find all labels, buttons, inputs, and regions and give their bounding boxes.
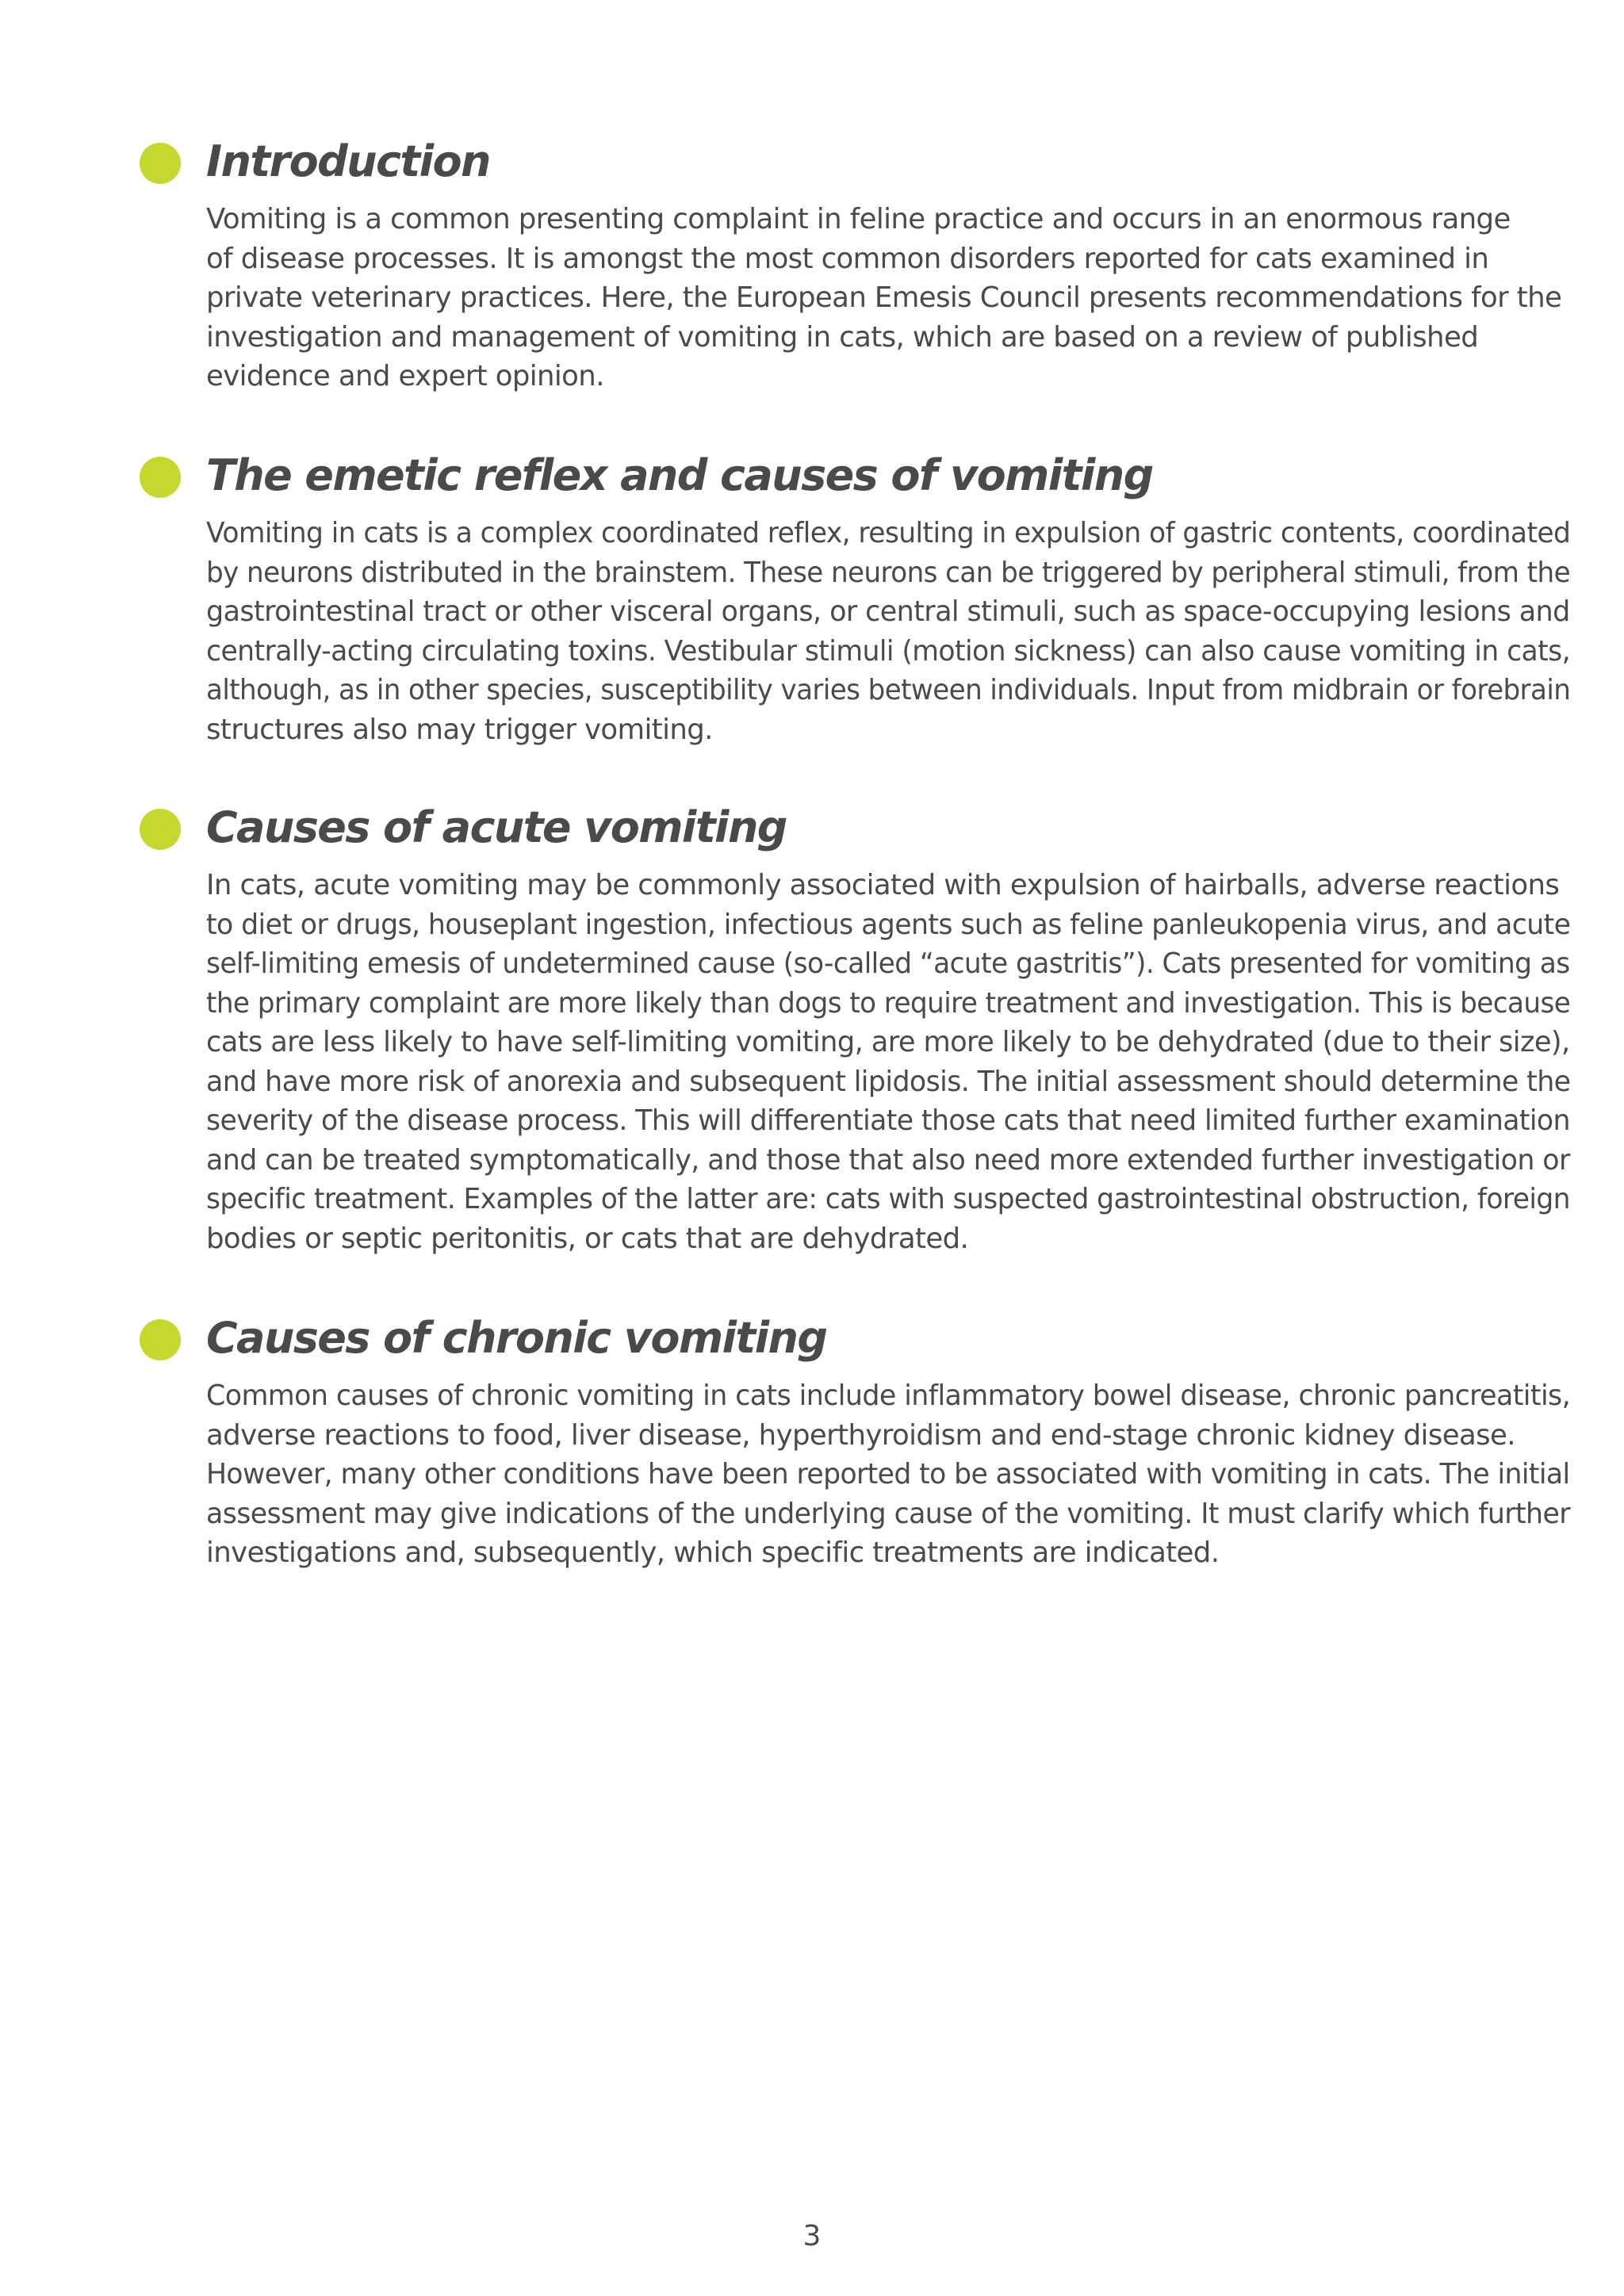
text-line: centrally-acting circulating toxins. Vestibular stimuli (motion sickness) can also cause vomiting in cats, [206,634,1571,668]
section-paragraph [206,866,1571,1258]
section-paragraph [206,1376,1571,1573]
bullet-dot-icon [140,143,181,184]
text-line: investigation and management of vomiting in cats, which are based on a review of published [206,320,1479,354]
text-line: Common causes of chronic vomiting in cats include inflammatory bowel disease, chronic pancreatitis, [206,1380,1571,1412]
bullet-dot-icon [140,1319,181,1360]
text-line: However, many other conditions have been reported to be associated with vomiting in cats. The initial [206,1458,1570,1490]
text-line: Vomiting in cats is a complex coordinated reflex, resulting in expulsion of gastric contents, coordinated [206,517,1571,549]
text-line: specific treatment. Examples of the latter are: cats with suspected gastrointestinal obstruction, foreign [206,1183,1570,1215]
text-line: self-limiting emesis of undetermined cause (so-called “acute gastritis”). Cats presented for vomiting as [206,947,1570,980]
text-line: assessment may give indications of the underlying cause of the vomiting. It must clarify which further [206,1497,1570,1530]
text-line: investigations and, subsequently, which specific treatments are indicated. [206,1536,1220,1569]
text-line: bodies or septic peritonitis, or cats that are dehydrated. [206,1222,969,1255]
text-line: of disease processes. It is amongst the most common disorders reported for cats examined in [206,242,1489,275]
text-line: to diet or drugs, houseplant ingestion, infectious agents such as feline panleukopenia virus, and acute [206,908,1571,941]
section-paragraph [206,514,1571,749]
text-line: evidence and expert opinion. [206,360,604,392]
text-line: gastrointestinal tract or other visceral organs, or central stimuli, such as space-occupying lesions and [206,595,1570,628]
text-line: and can be treated symptomatically, and those that also need more extended further investigation or [206,1143,1570,1177]
text-line: cats are less likely to have self-limiting vomiting, are more likely to be dehydrated (due to their size), [206,1026,1570,1058]
text-line: structures also may trigger vomiting. [206,713,713,746]
bullet-dot-icon [140,809,181,850]
text-line: adverse reactions to food, liver disease, hyperthyroidism and end-stage chronic kidney disease. [206,1418,1515,1452]
text-line: and have more risk of anorexia and subsequent lipidosis. The initial assessment should determine the [206,1065,1571,1098]
text-line: the primary complaint are more likely than dogs to require treatment and investigation. This is because [206,986,1571,1020]
section-heading: Causes of acute vomiting [206,802,787,852]
text-line: although, as in other species, susceptibility varies between individuals. Input from midbrain or forebrain [206,674,1571,706]
text-line: Vomiting is a common presenting complaint in feline practice and occurs in an enormous range [206,203,1511,235]
text-line: private veterinary practices. Here, the European Emesis Council presents recommendations for the [206,281,1562,314]
section-heading: The emetic reflex and causes of vomiting [206,450,1153,500]
text-line: In cats, acute vomiting may be commonly associated with expulsion of hairballs, adverse reactions [206,869,1560,901]
text-line: by neurons distributed in the brainstem. These neurons can be triggered by peripheral stimuli, from the [206,556,1571,589]
bullet-dot-icon [140,457,181,498]
section-heading: Introduction [206,136,490,186]
section-heading: Causes of chronic vomiting [206,1313,827,1363]
page-number: 3 [802,2220,822,2252]
text-line: severity of the disease process. This will differentiate those cats that need limited further examination [206,1104,1570,1137]
section-paragraph [206,200,1562,396]
